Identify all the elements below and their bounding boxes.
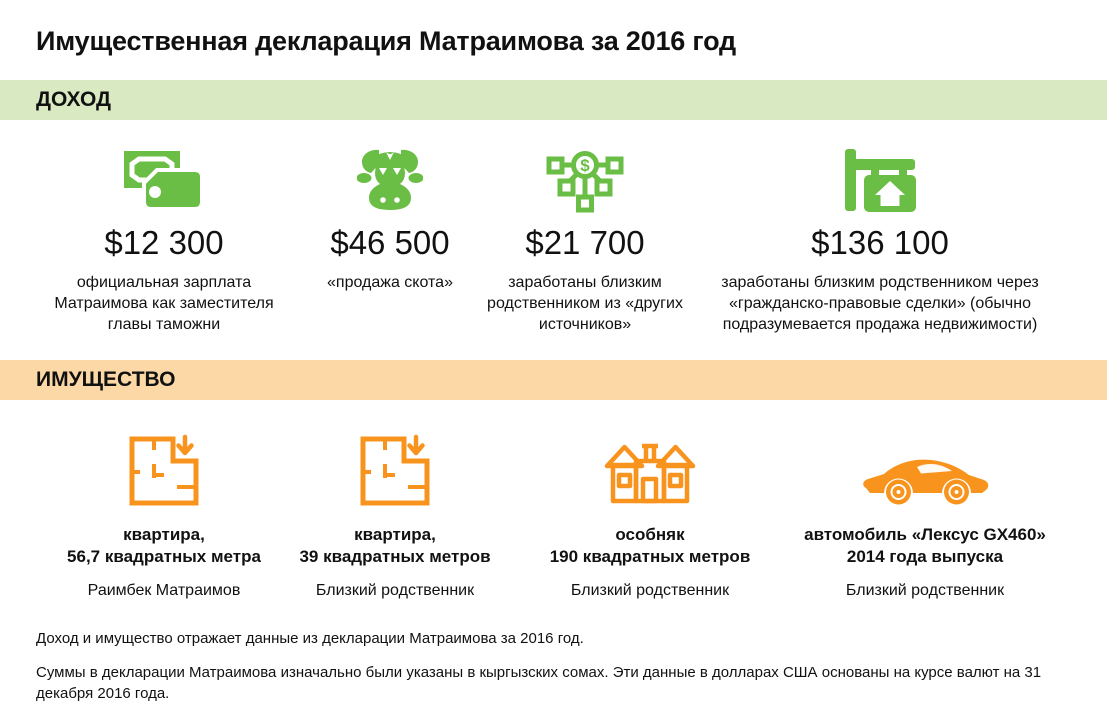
- cow-icon: [300, 146, 480, 214]
- property-items: [0, 428, 1107, 599]
- income-item-livestock: [300, 146, 480, 335]
- property-title: автомобиль «Лексус GX460» 2014 года выпуска: [804, 525, 1046, 567]
- property-item-apartment-1: [48, 428, 280, 599]
- income-items: [0, 146, 1107, 335]
- income-header-label: ДОХОД: [36, 88, 111, 111]
- property-item-mansion: [510, 428, 790, 599]
- income-value: $21 700: [525, 224, 645, 261]
- property-title: квартира, 39 квадратных метров: [299, 525, 491, 567]
- property-owner: Близкий родственник: [845, 581, 1005, 599]
- property-header-label: ИМУЩЕСТВО: [36, 368, 176, 392]
- floorplan-icon: [48, 428, 280, 508]
- income-item-salary: [48, 146, 280, 335]
- floorplan-icon: [280, 428, 510, 508]
- network-dollar-icon: [480, 146, 690, 214]
- svg-text:$: $: [580, 156, 590, 175]
- income-description: «продажа скота»: [327, 274, 453, 291]
- income-description: заработаны близким родственником через «гражданско-правовые сделки» (обычно подразумевается продажа недвижимости): [721, 274, 1039, 334]
- mansion-icon: [510, 428, 790, 508]
- car-icon: [790, 428, 1060, 508]
- income-description: заработаны близким родственником из «других источников»: [487, 274, 683, 334]
- income-item-other-sources: [480, 146, 690, 335]
- income-value: $136 100: [811, 224, 949, 261]
- income-value: $12 300: [104, 224, 224, 261]
- income-item-civil-deals: [690, 146, 1070, 335]
- income-value: $46 500: [330, 224, 450, 261]
- property-owner: Раимбек Матраимов: [87, 581, 241, 599]
- property-title: квартира, 56,7 квадратных метра: [67, 525, 261, 567]
- banknote-wallet-icon: [48, 146, 280, 214]
- income-band: [0, 80, 1107, 120]
- estate-sign-icon: [690, 146, 1070, 214]
- property-item-apartment-2: [280, 428, 510, 599]
- property-item-car: [790, 428, 1060, 599]
- income-description: официальная зарплата Матраимова как заместителя главы таможни: [54, 274, 274, 334]
- footnotes: [36, 628, 1071, 704]
- footnote: Доход и имущество отражает данные из декларации Матраимова за 2016 год.: [36, 629, 584, 647]
- page-title: Имущественная декларация Матраимова за 2016 год: [36, 26, 736, 56]
- property-owner: Близкий родственник: [315, 581, 475, 599]
- footnote: Суммы в декларации Матраимова изначально были указаны в кыргызских сомах. Эти данные в долларах США основаны на курсе валют на 31 декабря 2016 года.: [36, 663, 1042, 702]
- property-band: [0, 360, 1107, 400]
- property-title: особняк 190 квадратных метров: [549, 525, 751, 567]
- property-owner: Близкий родственник: [570, 581, 730, 599]
